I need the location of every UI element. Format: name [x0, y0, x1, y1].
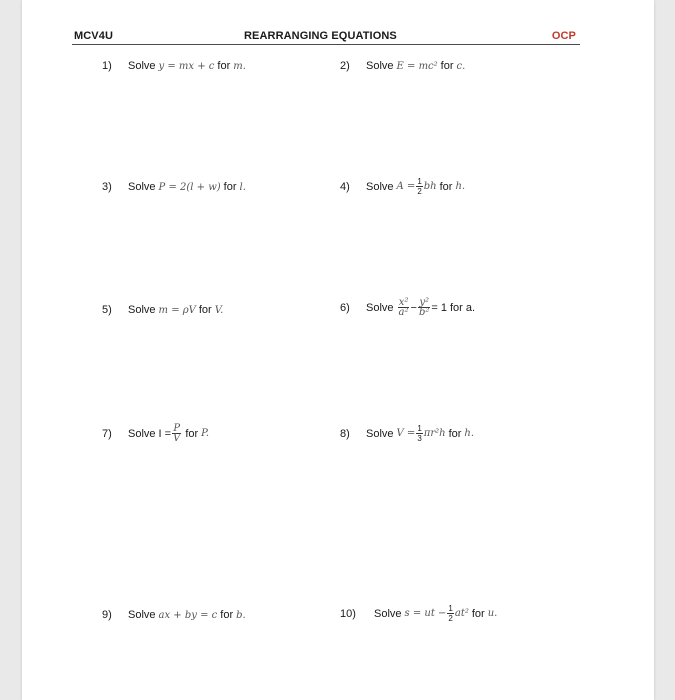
solve-word: Solve: [366, 427, 394, 440]
problem-number: 7): [102, 427, 112, 440]
solve-word: Solve: [128, 427, 156, 440]
equation-left: I =: [158, 427, 172, 440]
fraction-numerator: 1: [417, 424, 422, 433]
problem-number: 5): [102, 304, 112, 316]
fraction-denominator: 2: [417, 187, 422, 196]
for-word: for: [471, 607, 485, 620]
for-word: for: [449, 301, 463, 314]
target-variable: a.: [465, 301, 476, 314]
problem-number: 9): [102, 609, 112, 621]
for-word: for: [220, 609, 234, 621]
problem-6: [340, 298, 475, 317]
for-word: for: [223, 181, 237, 193]
problem-10: [340, 604, 497, 623]
worksheet-page: [22, 0, 654, 700]
fraction-numerator: y²: [419, 297, 429, 308]
fraction-denominator: 3: [417, 434, 422, 443]
solve-word: Solve: [128, 609, 156, 621]
solve-word: Solve: [366, 180, 394, 193]
solve-word: Solve: [128, 60, 156, 72]
school-code: OCP: [551, 30, 576, 42]
problem-number: 6): [340, 301, 350, 314]
equation-right: bh: [423, 181, 437, 192]
fraction-denominator: b²: [418, 307, 430, 318]
equation: y = mx + c: [158, 60, 215, 72]
fraction-denominator: 2: [448, 614, 453, 623]
solve-word: Solve: [366, 301, 394, 314]
target-variable: b.: [236, 609, 246, 621]
fraction: [416, 424, 422, 443]
equation-right: = 1: [431, 301, 447, 314]
equation-left: V =: [396, 428, 416, 439]
target-variable: V.: [214, 304, 224, 316]
fraction-denominator: a²: [398, 307, 409, 318]
course-code: MCV4U: [74, 30, 114, 42]
problem-1: [102, 60, 246, 72]
equation: E = mc²: [396, 60, 438, 72]
worksheet-title: REARRANGING EQUATIONS: [244, 30, 397, 42]
problem-5: [102, 304, 223, 316]
fraction-numerator: 1: [417, 177, 422, 186]
target-variable: u.: [487, 608, 498, 619]
for-word: for: [185, 427, 199, 440]
target-variable: l.: [239, 181, 246, 193]
fraction: [172, 424, 181, 443]
fraction-x: [398, 298, 410, 317]
problem-number: 3): [102, 181, 112, 193]
fraction: [416, 177, 422, 196]
fraction-denominator: V: [173, 433, 181, 444]
problem-4: [340, 177, 465, 196]
minus-sign: −: [410, 301, 417, 314]
equation-left: s = ut −: [404, 608, 447, 619]
fraction-y: [418, 298, 430, 317]
for-word: for: [448, 427, 462, 440]
target-variable: P.: [201, 428, 210, 439]
for-word: for: [217, 60, 231, 72]
target-variable: c.: [456, 60, 466, 72]
fraction-numerator: x²: [398, 297, 409, 308]
fraction: [447, 604, 453, 623]
target-variable: h.: [464, 428, 475, 439]
target-variable: h.: [455, 181, 466, 192]
solve-word: Solve: [128, 181, 156, 193]
equation: ax + by = c: [158, 609, 218, 621]
fraction-numerator: 1: [448, 604, 453, 613]
solve-word: Solve: [366, 60, 394, 72]
problem-9: [102, 609, 246, 621]
equation: P = 2(l + w): [158, 181, 221, 193]
problem-number: 4): [340, 180, 350, 193]
target-variable: m.: [233, 60, 246, 72]
for-word: for: [440, 60, 454, 72]
problem-number: 1): [102, 60, 112, 72]
problem-2: [340, 60, 465, 72]
problem-8: [340, 424, 474, 443]
equation-left: A =: [396, 181, 416, 192]
solve-word: Solve: [128, 304, 156, 316]
worksheet-header: [74, 30, 578, 44]
solve-word: Solve: [374, 607, 402, 620]
problem-number: 10): [340, 607, 356, 620]
equation-right: at²: [454, 608, 469, 619]
problem-7: [102, 424, 209, 443]
problem-number: 8): [340, 427, 350, 440]
equation: m = ρV: [158, 304, 196, 316]
equation-right: πr²h: [423, 428, 446, 439]
problem-number: 2): [340, 60, 350, 72]
header-divider: [72, 44, 580, 45]
problem-3: [102, 181, 246, 193]
for-word: for: [198, 304, 212, 316]
for-word: for: [439, 180, 453, 193]
fraction-numerator: P: [173, 423, 181, 434]
